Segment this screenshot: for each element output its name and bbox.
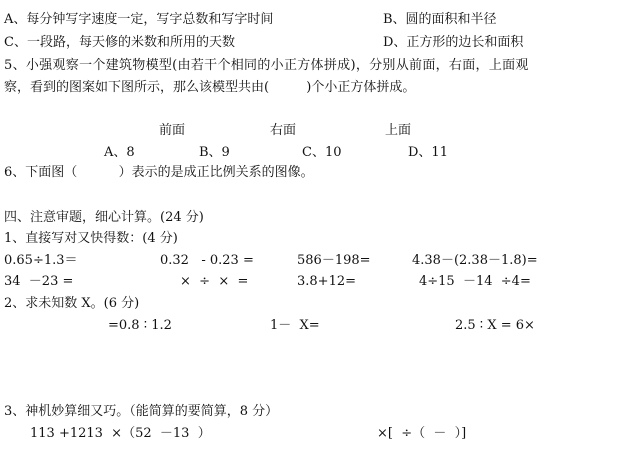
q5-option-a: A、8 <box>104 145 135 160</box>
section-4-title: 四、注意审题，细心计算。(24 分) <box>4 210 204 225</box>
q5-option-b: B、9 <box>199 145 230 160</box>
option-d: D、正方形的边长和面积 <box>383 35 524 50</box>
option-a: A、每分钟写字速度一定，写字总数和写字时间 <box>4 12 274 27</box>
calc-row2-item2: × ÷ × = <box>180 274 249 289</box>
calc-row1-item1: 0.65÷1.3＝ <box>4 253 78 268</box>
part-1-title: 1、直接写对又快得数：(4 分) <box>4 231 178 246</box>
equation-2: 1－ X= <box>270 318 320 333</box>
calc-row1-item4: 4.38－(2.38－1.8)= <box>412 253 538 268</box>
view-label-front: 前面 <box>159 123 186 138</box>
equation-1: =0.8 ∶ 1.2 <box>108 318 172 333</box>
calc-row2-item4: 4÷15 －14 ÷4= <box>419 274 531 289</box>
calc-row2-item1: 34 －23 = <box>4 274 74 289</box>
question-5-line-1: 5、小强观察一个建筑物模型(由若干个相同的小正方体拼成)，分别从前面，右面，上面观 <box>4 58 529 73</box>
equation-3: 2.5 ∶ X = 6× <box>455 318 535 333</box>
simplify-expression-2: ×[ ÷（ － ）] <box>377 426 467 441</box>
calc-row2-item3: 3.8+12= <box>297 274 357 289</box>
question-5-line-2: 察，看到的图案如下图所示，那么该模型共由( )个小正方体拼成。 <box>4 80 416 95</box>
view-label-right: 右面 <box>270 123 297 138</box>
q5-option-d: D、11 <box>408 145 448 160</box>
option-b: B、圆的面积和半径 <box>383 12 497 27</box>
calc-row1-item2: 0.32 - 0.23 = <box>160 253 254 268</box>
q5-option-c: C、10 <box>302 145 342 160</box>
part-2-title: 2、求未知数 X。(6 分) <box>4 296 140 311</box>
simplify-expression-1: 113 +1213 ×（52 －13 ） <box>30 426 211 441</box>
calc-row1-item3: 586－198= <box>297 253 371 268</box>
question-6: 6、下面图（ ）表示的是成正比例关系的图像。 <box>4 165 314 180</box>
part-3-title: 3、神机妙算细又巧。（能简算的要简算，8 分） <box>4 404 279 419</box>
view-label-top: 上面 <box>385 123 412 138</box>
option-c: C、一段路，每天修的米数和所用的天数 <box>4 35 235 50</box>
